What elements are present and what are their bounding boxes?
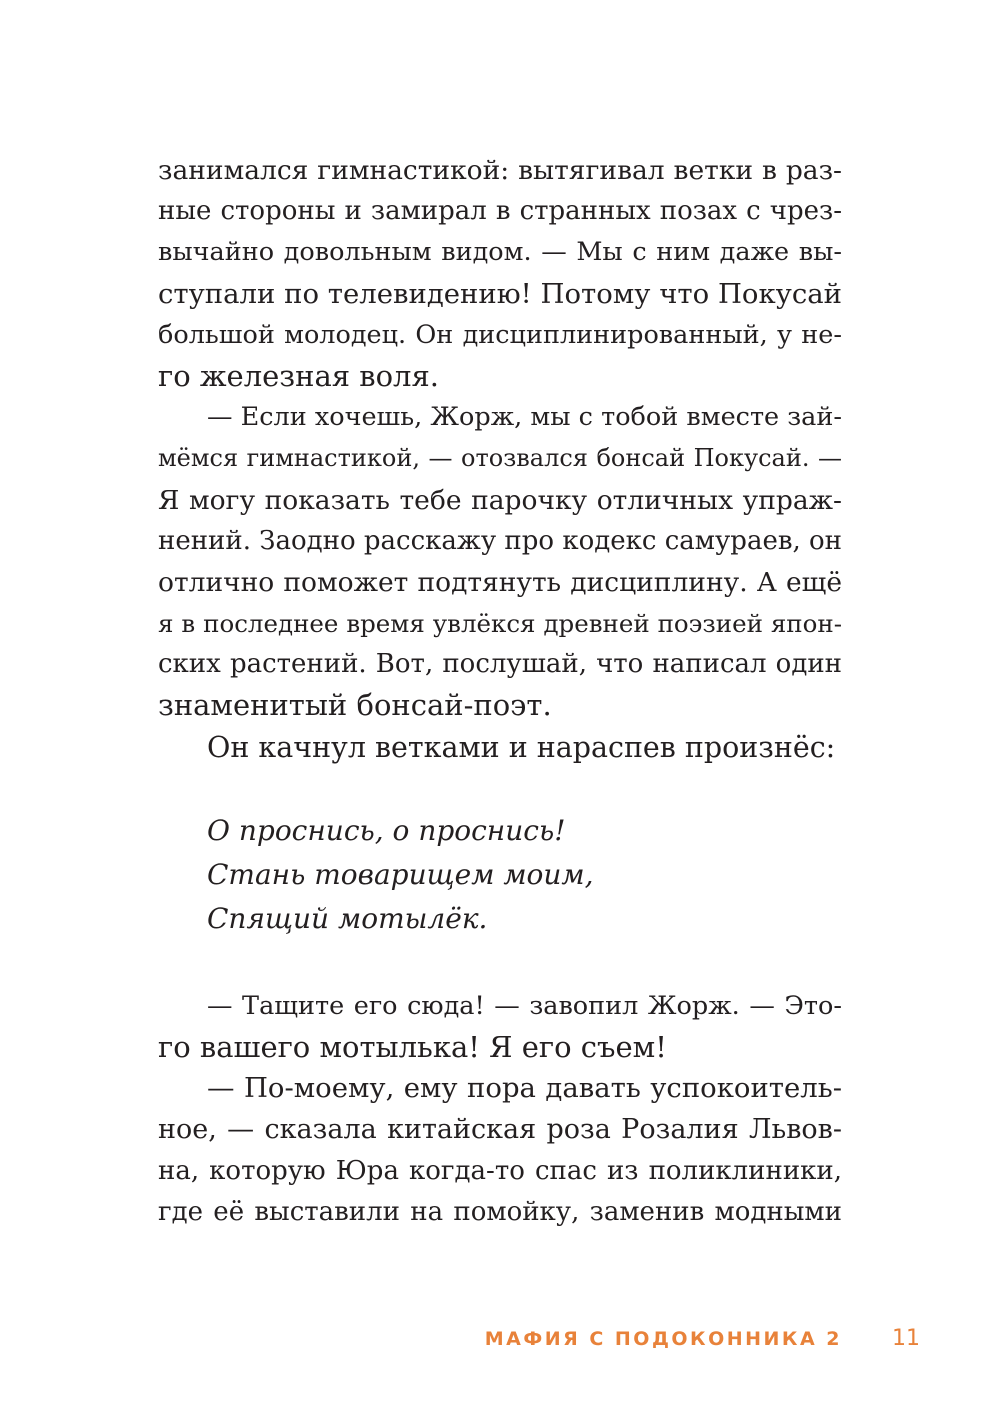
poem-line: Стань товарищем моим, [207,857,594,891]
text-line: большой молодец. Он дисциплинированный, у не- [158,319,842,350]
paragraph [158,1068,842,1233]
poem [158,809,842,941]
text-line: Он качнул ветками и нараспев произнёс: [207,730,836,764]
paragraph [158,727,842,768]
text-line: ских растений. Вот, послушай, что написал один [158,649,842,680]
text-line: — Тащите его сюда! — завопил Жорж. — Это- [207,990,842,1021]
paragraph [158,397,842,727]
text-line: отлично поможет подтянуть дисциплину. А ещё [158,566,842,598]
text-line: ные стороны и замирал в странных позах с чрез- [158,196,842,227]
body-text [158,150,842,1233]
running-title: МАФИЯ С ПОДОКОННИКА 2 [484,1328,842,1350]
paragraph [158,986,842,1068]
text-line: го железная воля. [158,358,439,393]
poem-line: О проснись, о проснись! [207,813,566,847]
text-line: на, которую Юра когда-то спас из поликлиники, [158,1155,842,1186]
text-line: мёмся гимнастикой, — отозвался бонсай Покусай. — [158,444,842,473]
text-line: Я могу показать тебе парочку отличных упраж- [158,484,842,516]
text-line: — Если хочешь, Жорж, мы с тобой вместе зай- [207,402,842,433]
text-line: я в последнее время увлёкся древней поэзией япон- [158,609,842,639]
text-line: — По-моему, ему пора давать успокоитель- [207,1072,842,1105]
page-number: 11 [892,1326,920,1351]
text-line: занимался гимнастикой: вытягивал ветки в раз- [158,155,842,186]
text-line: вычайно довольным видом. — Мы с ним даже вы- [158,237,842,268]
text-line: знаменитый бонсай-поэт. [158,688,552,723]
text-line: ное, — сказала китайская роза Розалия Львов- [158,1114,842,1146]
text-line: где её выставили на помойку, заменив модными [158,1196,842,1227]
text-line: нений. Заодно расскажу про кодекс самураев, он [158,525,842,556]
poem-line: Спящий мотылёк. [207,901,488,935]
page-footer [0,1321,1000,1361]
paragraph [158,150,842,397]
text-line: ступали по телевидению! Потому что Покусай [158,277,842,310]
text-line: го вашего мотылька! Я его съем! [158,1030,667,1064]
